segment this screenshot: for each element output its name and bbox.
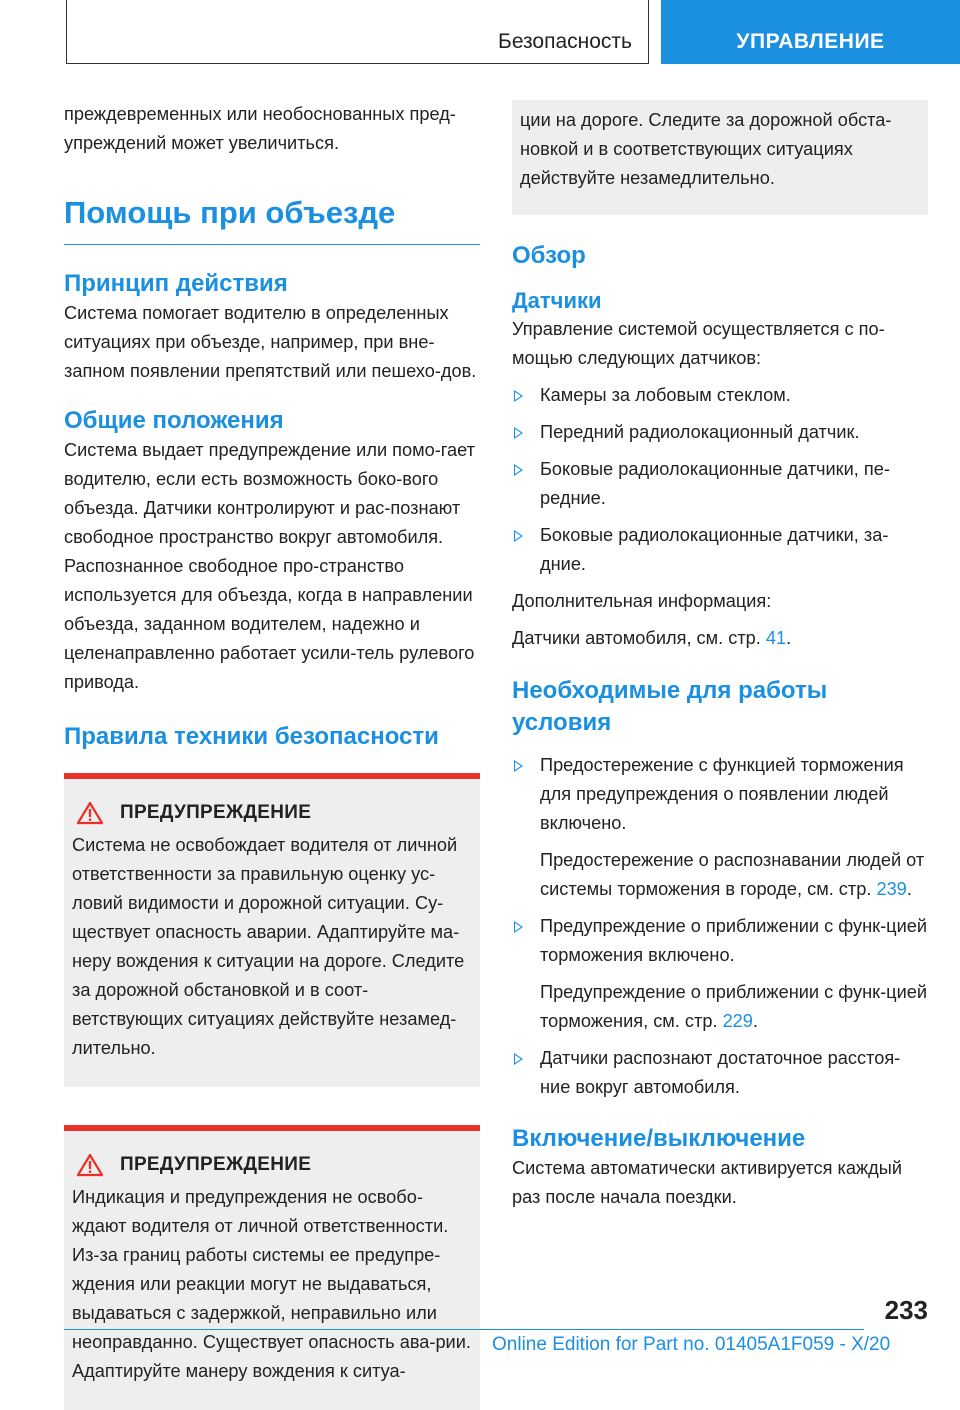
arrow-bullet-icon bbox=[514, 1053, 523, 1065]
arrow-bullet-icon bbox=[514, 760, 523, 772]
more-info-text: Дополнительная информация: bbox=[512, 591, 772, 611]
list-item: Боковые радиолокационные датчики, пе-редние. bbox=[512, 455, 928, 513]
sensors-heading: Датчики bbox=[512, 288, 602, 313]
header-chapter-label: УПРАВЛЕНИЕ bbox=[736, 30, 885, 53]
arrow-bullet-icon bbox=[514, 464, 523, 476]
list-item: Передний радиолокационный датчик. bbox=[512, 418, 928, 447]
header-chapter-tab[interactable] bbox=[661, 0, 960, 64]
warning-icon bbox=[76, 1153, 104, 1177]
warning-box-2 bbox=[64, 1125, 480, 1410]
right-column bbox=[512, 100, 928, 1212]
safety-heading: Правила техники безопасности bbox=[64, 723, 439, 750]
page-link-239[interactable]: 239 bbox=[876, 879, 907, 899]
onoff-heading: Включение/выключение bbox=[512, 1125, 806, 1152]
footer-divider bbox=[64, 1329, 864, 1330]
sensors-list bbox=[512, 381, 928, 579]
general-text: Система выдает предупреждение или помо-гает водителю, если есть возможность боко-вого объезда. Датчики контролируют и рас-познают свободное пространство вокруг автомобиля. Распознанное свободное про-странство используется для объезда, когда в направлении объезда, заданном водителем, надежно и целенаправленно работает усили-тель рулевого привода. bbox=[64, 440, 475, 692]
arrow-bullet-icon bbox=[514, 921, 523, 933]
principle-heading: Принцип действия bbox=[64, 270, 288, 297]
general-heading: Общие положения bbox=[64, 407, 284, 434]
condition-reference-2: Предупреждение о приближении с функ-цией торможения, см. стр. 229. bbox=[540, 982, 928, 1031]
arrow-bullet-icon bbox=[514, 530, 523, 542]
arrow-bullet-icon bbox=[514, 390, 523, 402]
warning-box-continuation bbox=[512, 100, 928, 215]
warning-icon bbox=[76, 801, 104, 825]
principle-text: Система помогает водителю в определенных ситуациях при объезде, например, при вне-запном появлении препятствий или пешехо-дов. bbox=[64, 303, 477, 381]
condition-reference-1: Предостережение о распознавании людей от системы торможения в городе, см. стр. 239. bbox=[540, 850, 925, 899]
title-divider bbox=[64, 244, 480, 245]
warning-text-2: Индикация и предупреждения не освобо-ждают водителя от личной ответственности. Из-за границ работы системы ее предупре-ждения или реакции могут не выдаваться, выдаваться с задержкой, неправильно или неоправданно. Существует опасность ава-рии. Адаптируйте манеру вождения к ситуа- bbox=[72, 1187, 471, 1381]
warning-box-1 bbox=[64, 773, 480, 1087]
header-section-label: Безопасность bbox=[498, 30, 632, 53]
left-column bbox=[64, 100, 480, 1410]
page-title: Помощь при объезде bbox=[64, 195, 396, 230]
warning-label-1: ПРЕДУПРЕЖДЕНИЕ bbox=[120, 802, 312, 823]
footer-edition: Online Edition for Part no. 01405A1F059 - X/20 bbox=[492, 1334, 891, 1355]
list-item: Предупреждение о приближении с функ-цией торможения включено. Предупреждение о приближении с функ-цией торможения, см. стр. 229. bbox=[512, 912, 928, 1036]
list-item: Боковые радиолокационные датчики, за-дние. bbox=[512, 521, 928, 579]
warning-label-2: ПРЕДУПРЕЖДЕНИЕ bbox=[120, 1154, 312, 1175]
intro-text: преждевременных или необоснованных пред-упреждений может увеличиться. bbox=[64, 104, 456, 153]
page-number: 233 bbox=[884, 1295, 928, 1325]
list-item: Предостережение с функцией торможения для предупреждения о появлении людей включено. Предостережение о распознавании людей от системы торможения в городе, см. стр. 239. bbox=[512, 751, 928, 904]
sensors-reference: Датчики автомобиля, см. стр. 41. bbox=[512, 628, 792, 648]
conditions-heading: Необходимые для работы условия bbox=[512, 677, 828, 736]
header-section-tab bbox=[66, 0, 649, 64]
overview-heading: Обзор bbox=[512, 242, 586, 269]
page-link-41[interactable]: 41 bbox=[765, 628, 787, 648]
list-item: Датчики распознают достаточное расстоя-ние вокруг автомобиля. bbox=[512, 1044, 928, 1102]
page-link-229[interactable]: 229 bbox=[722, 1011, 753, 1031]
arrow-bullet-icon bbox=[514, 427, 523, 439]
list-item: Камеры за лобовым стеклом. bbox=[512, 381, 928, 410]
conditions-list bbox=[512, 751, 928, 1102]
sensors-text: Управление системой осуществляется с по-мощью следующих датчиков: bbox=[512, 319, 885, 368]
warning-text-1: Система не освобождает водителя от личной ответственности за правильную оценку ус-ловий видимости и дорожной ситуации. Су-ществует опасность аварии. Адаптируйте ма-неру вождения к ситуации на дороге. Следите за дорожной обстановкой и в соот-ветствующих ситуациях действуйте незамед-лительно. bbox=[72, 835, 465, 1058]
continuation-text: ции на дороге. Следите за дорожной обста-новкой и в соответствующих ситуациях действуйте незамедлительно. bbox=[520, 110, 892, 188]
onoff-text: Система автоматически активируется каждый раз после начала поездки. bbox=[512, 1158, 902, 1207]
